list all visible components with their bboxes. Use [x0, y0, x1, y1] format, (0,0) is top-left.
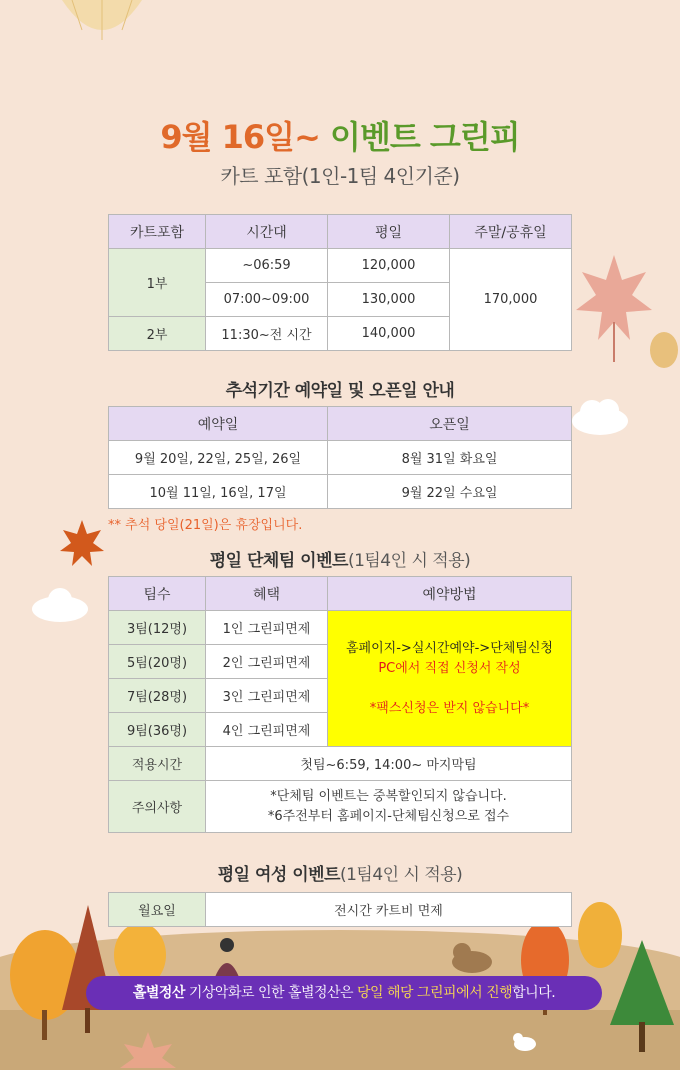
title-date: 9월 16일~	[160, 118, 320, 156]
col-header-cart: 카트포함	[109, 215, 206, 249]
method-line-3: *팩스신청은 받지 않습니다*	[369, 700, 530, 716]
women-event-benefit: 전시간 카트비 면제	[206, 893, 572, 927]
cloud-decoration	[570, 396, 630, 436]
banner-highlight: 당일 해당 그린피에서 진행	[357, 985, 513, 1001]
cloud-decoration-2	[30, 584, 90, 624]
benefit-cell: 2인 그린피면제	[206, 645, 328, 679]
page-subtitle: 카트 포함(1인-1팀 4인기준)	[220, 164, 460, 188]
leaf-decoration-right	[648, 330, 680, 370]
banner-text-2: 합니다.	[512, 985, 556, 1001]
women-event-title-bold: 평일 여성 이벤트	[217, 865, 340, 885]
col-header-reserve: 예약일	[109, 407, 328, 441]
reserve-date-cell: 9월 20일, 22일, 25일, 26일	[109, 441, 328, 475]
col-header-teams: 팀수	[109, 577, 206, 611]
ginkgo-leaf-decoration	[52, 0, 152, 50]
open-date-cell: 8월 31일 화요일	[328, 441, 572, 475]
time-cell: ~06:59	[206, 249, 328, 283]
group-event-title-condition: (1팀4인 시 적용)	[347, 551, 471, 571]
weekend-price-cell: 170,000	[450, 249, 572, 351]
col-header-open: 오픈일	[328, 407, 572, 441]
maple-leaf-bottom-decoration	[118, 1030, 178, 1070]
col-header-time: 시간대	[206, 215, 328, 249]
col-header-benefit: 혜택	[206, 577, 328, 611]
method-line-2: PC에서 직접 신청서 작성	[378, 660, 521, 676]
group-event-table	[108, 576, 572, 833]
benefit-cell: 1인 그린피면제	[206, 611, 328, 645]
time-cell: 11:30~전 시간	[206, 317, 328, 351]
cat-illustration	[450, 940, 495, 975]
col-header-method: 예약방법	[328, 577, 572, 611]
women-event-title	[0, 860, 680, 885]
part-1-label: 1부	[109, 249, 206, 317]
person-illustration	[205, 935, 245, 980]
reserve-date-cell: 10월 11일, 16일, 17일	[109, 475, 328, 509]
method-line-1: 홈페이지->실시간예약->단체팀신청	[346, 640, 553, 656]
open-date-cell: 9월 22일 수요일	[328, 475, 572, 509]
price-cell: 120,000	[328, 249, 450, 283]
benefit-cell: 3인 그린피면제	[206, 679, 328, 713]
col-header-weekend: 주말/공휴일	[450, 215, 572, 249]
women-event-title-condition: (1팀4인 시 적용)	[339, 865, 463, 885]
caution-line-2: *6주전부터 홈페이지-단체팀신청으로 접수	[267, 808, 510, 824]
group-event-title	[0, 546, 680, 571]
team-count-cell: 7팀(28명)	[109, 679, 206, 713]
chuseok-section-title: 추석기간 예약일 및 오픈일 안내	[225, 381, 455, 401]
caution-label: 주의사항	[109, 781, 206, 833]
apply-time-value: 첫팀~6:59, 14:00~ 마지막팀	[206, 747, 572, 781]
team-count-cell: 3팀(12명)	[109, 611, 206, 645]
banner-text-1: 기상악화로 인한 홀별정산은	[184, 985, 358, 1001]
title-event: 이벤트 그린피	[330, 118, 520, 156]
price-cell: 130,000	[328, 283, 450, 317]
price-cell: 140,000	[328, 317, 450, 351]
page-title	[0, 112, 680, 158]
maple-leaf-decoration	[574, 250, 654, 365]
price-table	[108, 214, 572, 351]
hole-settlement-banner	[86, 976, 602, 1010]
apply-time-label: 적용시간	[109, 747, 206, 781]
women-event-table	[108, 892, 572, 927]
team-count-cell: 5팀(20명)	[109, 645, 206, 679]
benefit-cell: 4인 그린피면제	[206, 713, 328, 747]
col-header-weekday: 평일	[328, 215, 450, 249]
banner-label: 홀별정산	[132, 985, 185, 1001]
caution-value	[206, 781, 572, 833]
women-event-day: 월요일	[109, 893, 206, 927]
reservation-method-cell	[328, 611, 572, 747]
group-event-title-bold: 평일 단체팀 이벤트	[209, 551, 348, 571]
closure-notice: ** 추석 당일(21일)은 휴장입니다.	[108, 518, 303, 533]
caution-line-1: *단체팀 이벤트는 중복할인되지 않습니다.	[270, 788, 507, 804]
chuseok-table	[108, 406, 572, 509]
time-cell: 07:00~09:00	[206, 283, 328, 317]
part-2-label: 2부	[109, 317, 206, 351]
team-count-cell: 9팀(36명)	[109, 713, 206, 747]
dog-illustration	[510, 1030, 540, 1055]
